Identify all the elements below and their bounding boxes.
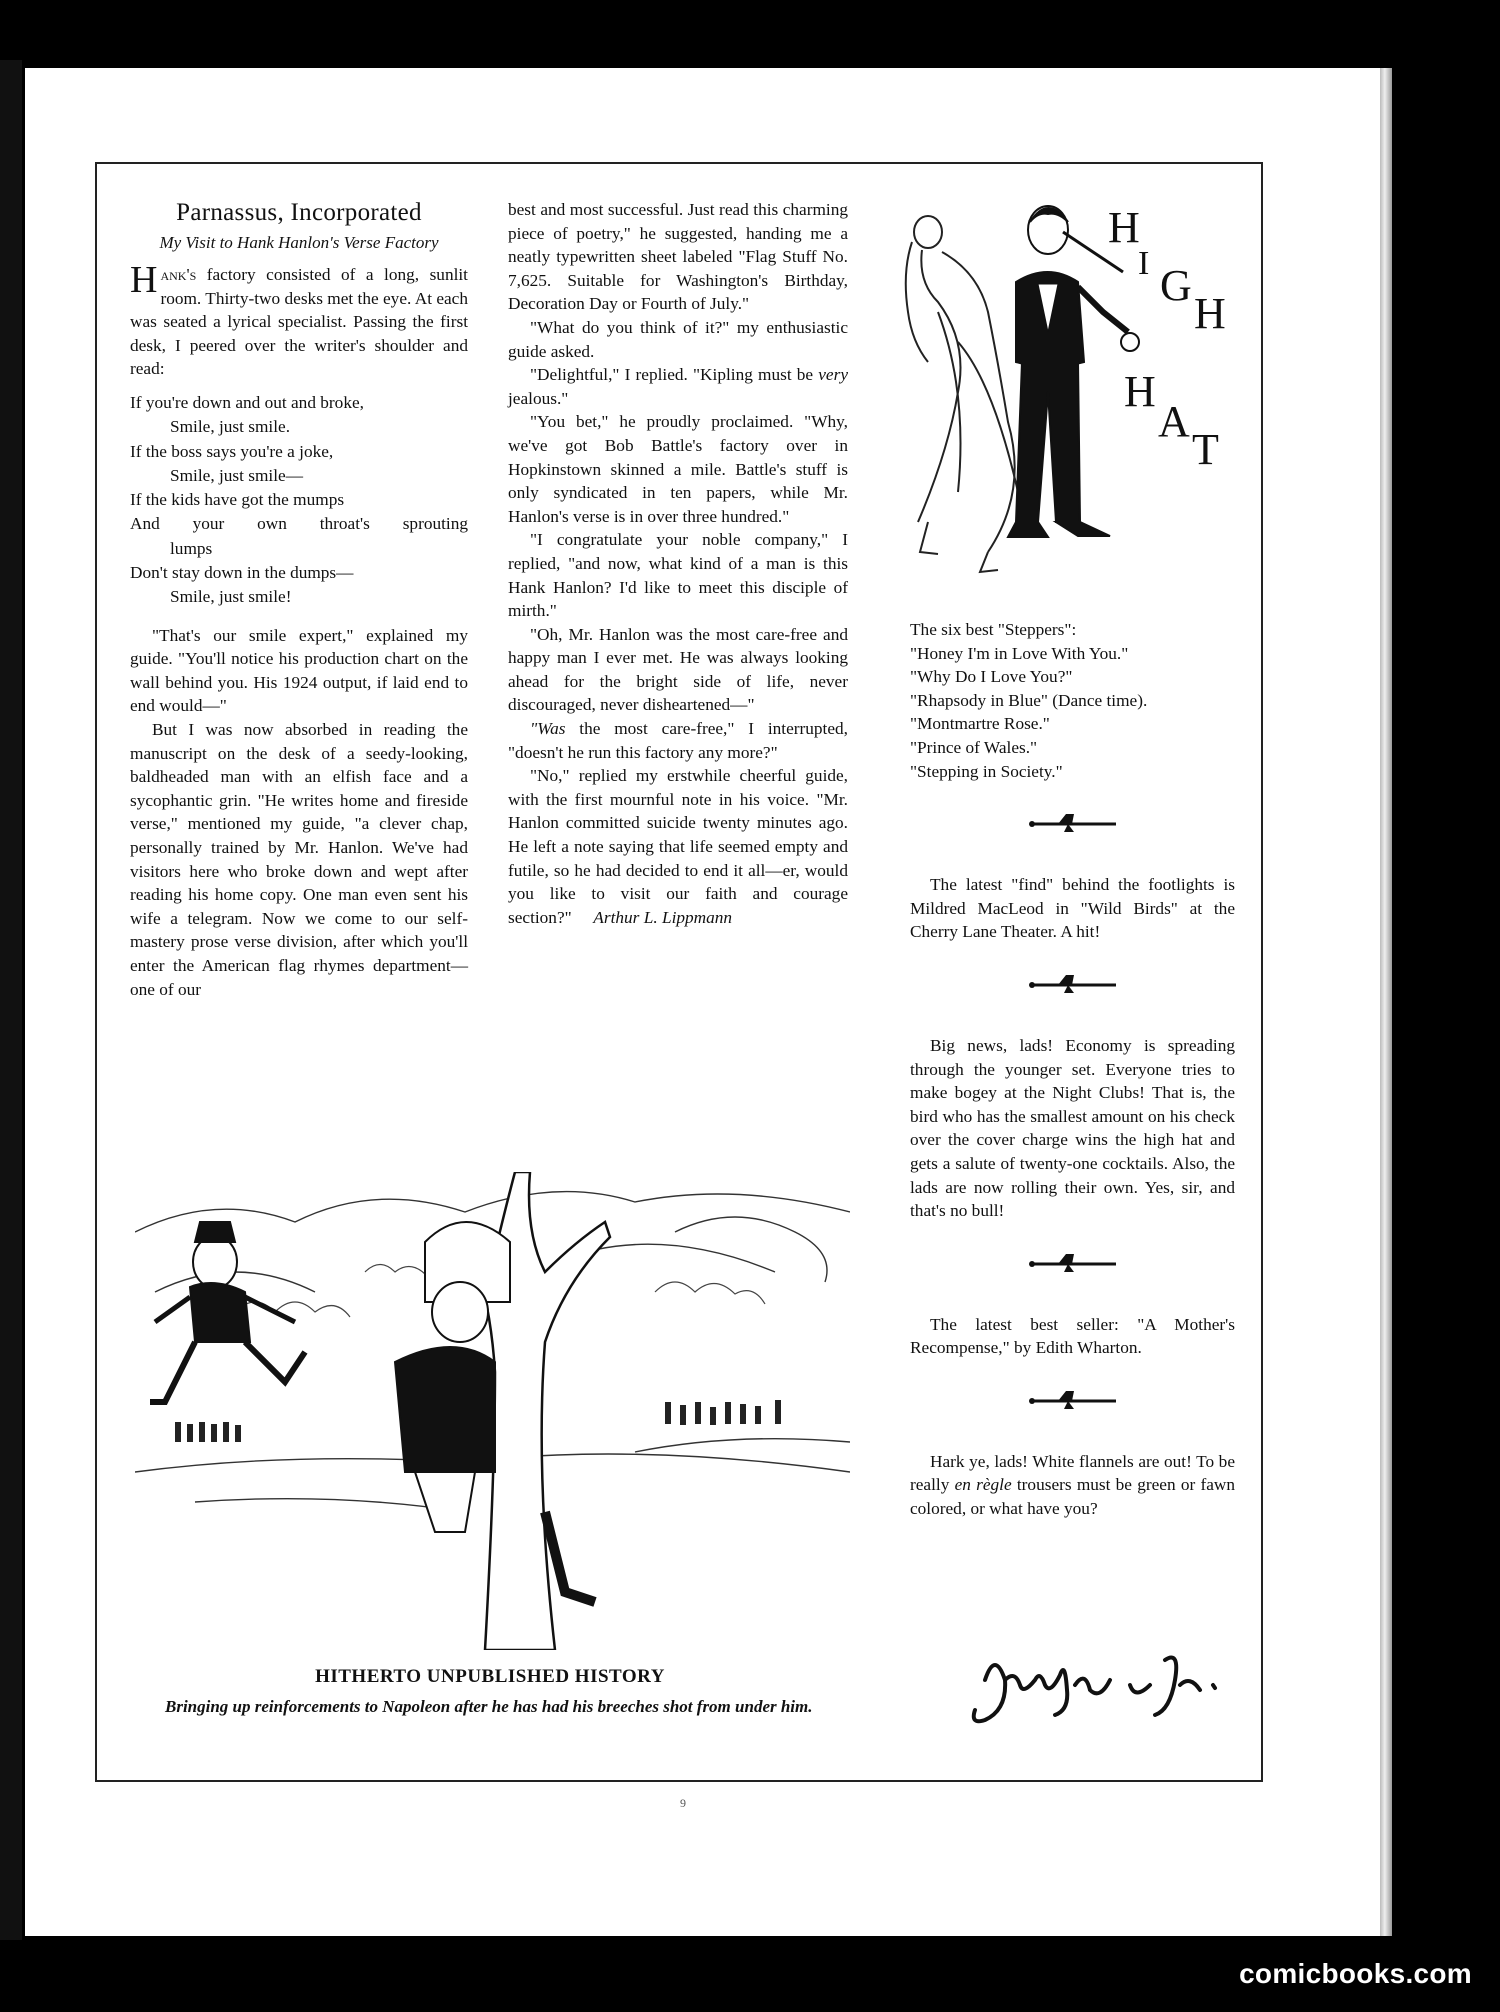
text-run: jealous." <box>508 388 569 408</box>
stepper-item: "Prince of Wales." <box>910 737 1038 757</box>
cane-hat-ornament-icon <box>1028 973 1118 993</box>
heading-letter: T <box>1192 425 1219 474</box>
heading-letter: H <box>1124 367 1156 416</box>
article-paragraph: "Oh, Mr. Hanlon was the most care-free and happy man I ever met. He was always looking ahead for the bright side of life, never discouraged, never disheartened—" <box>508 624 848 715</box>
text-run: Hark ye, lads! White flannels are out! To be really <box>910 1451 1235 1495</box>
text-run: the most care-free," I interrupted, "doesn't he run this factory any more?" <box>508 719 848 762</box>
article-byline: Arthur L. Lippmann <box>593 907 733 927</box>
verse-block <box>130 391 468 610</box>
emphasis-text: very <box>818 365 848 385</box>
napoleon-cartoon <box>135 1172 850 1650</box>
steppers-list <box>910 618 1235 783</box>
article-paragraph: But I was now absorbed in reading the manuscript on the desk of a seedy-looking, baldheaded man with an elfish face and a sycophantic grin. "He writes home and fireside verse," mentioned my guide, "a clever chap, personally trained by Mr. Hanlon. We've had visitors here who broke down and wept after reading his home copy. One man even sent his wife a telegram. Now we come to our self-mastery prose verse division, after which you'll enter the American flag rhymes department—one of our <box>130 720 468 999</box>
article-column-1 <box>130 198 468 1001</box>
article-paragraph <box>508 717 848 764</box>
article-paragraph: "You bet," he proudly proclaimed. "Why, we've got Bob Battle's factory over in Hopkinstown skinned a mile. Battle's stuff is only syndicated in ten papers, while Mr. Hanlon's verse is in over three hundred." <box>508 412 848 526</box>
article-paragraph: best and most successful. Just read this charming piece of poetry," he suggested, handing me a neatly typewritten sheet labeled "Flag Stuff No. 7,625. Suitable for Washington's Birthday, Decoration Day or Fourth of July." <box>508 200 848 314</box>
high-hat-column <box>910 618 1235 1521</box>
article-opening-paragraph <box>130 259 468 381</box>
emphasis-text: en règle <box>954 1475 1012 1495</box>
stepper-item: "Stepping in Society." <box>910 761 1063 781</box>
cane-divider <box>910 1384 1235 1414</box>
high-hat-illustration <box>898 192 1243 580</box>
verse-line: lumps <box>170 538 213 558</box>
verse-line: Smile, just smile! <box>170 587 292 607</box>
article-paragraph <box>508 764 848 929</box>
verse-line: If the boss says you're a joke, <box>130 441 334 461</box>
judge-jr-signature <box>965 1640 1235 1730</box>
text-run: trousers must be green or fawn colored, or what have you? <box>910 1475 1235 1519</box>
opening-text: factory consisted of a long, sunlit room. Thirty-two desks met the eye. At each was seated a lyrical specialist. Passing the first desk, I peered over the writer's shoulder and read: <box>130 265 468 379</box>
cane-hat-ornament-icon <box>1028 812 1118 832</box>
article-paragraph: "That's our smile expert," explained my guide. "You'll notice his production chart on the wall behind you. His 1924 output, if laid end to end would—" <box>130 625 468 716</box>
steppers-intro: The six best "Steppers": <box>910 620 1077 639</box>
article-title: Parnassus, Incorporated <box>176 199 422 226</box>
column-item: The latest "find" behind the footlights is Mildred MacLeod in "Wild Birds" at the Cherry Lane Theater. A hit! <box>910 875 1235 942</box>
article-paragraph <box>508 363 848 410</box>
heading-letter: H <box>1108 203 1140 252</box>
text-run: "Delightful," I replied. "Kipling must be <box>530 365 819 385</box>
cane-divider <box>910 968 1235 998</box>
cane-hat-ornament-icon <box>1028 1389 1118 1409</box>
article-paragraph: "What do you think of it?" my enthusiastic guide asked. <box>508 317 848 361</box>
verse-line: And your own throat's sprouting <box>130 514 468 534</box>
opening-word: Hank's <box>130 259 197 301</box>
article-paragraph: "I congratulate your noble company," I replied, "and now, what kind of a man is this Hank Hanlon? I'd like to meet this disciple of mirth." <box>508 530 848 621</box>
heading-letter: G <box>1160 261 1192 310</box>
column-item: Big news, lads! Economy is spreading through the younger set. Everyone tries to make bogey at the Night Clubs! That is, the bird who has the smallest amount on his check over the cover charge wins the high hat and gets a salute of twenty-one cocktails. Also, the lads are now rolling their own. Yes, sir, and that's no bull! <box>910 1035 1235 1221</box>
stepper-item: "Why Do I Love You?" <box>910 667 1073 687</box>
heading-letter: A <box>1158 397 1190 446</box>
cane-hat-ornament-icon <box>1028 1252 1118 1272</box>
page-number: 9 <box>680 1796 686 1810</box>
verse-line: If you're down and out and broke, <box>130 392 364 412</box>
left-page-edge <box>0 60 22 1940</box>
watermark: comicbooks.com <box>1239 1958 1472 1989</box>
page-edge-shadow <box>1380 68 1392 1936</box>
verse-line: If the kids have got the mumps <box>130 490 345 510</box>
stepper-item: "Honey I'm in Love With You." <box>910 643 1129 663</box>
verse-line: Don't stay down in the dumps— <box>130 563 354 583</box>
emphasis-text: "Was <box>530 719 566 739</box>
cartoon-caption: Bringing up reinforcements to Napoleon after he has had his breeches shot from under him. <box>165 1697 813 1716</box>
verse-line: Smile, just smile. <box>170 417 291 437</box>
cane-divider <box>910 1247 1235 1277</box>
heading-letter: I <box>1138 245 1150 282</box>
heading-letter: H <box>1194 289 1226 338</box>
stepper-item: "Montmartre Rose." <box>910 714 1050 734</box>
column-item <box>910 1450 1235 1521</box>
article-subtitle: My Visit to Hank Hanlon's Verse Factory <box>159 233 439 252</box>
text-run: "No," replied my erstwhile cheerful guide, with the first mournful note in his voice. "Mr. Hanlon committed suicide twenty minutes ago. He left a note saying that life seemed empty and futile, so he had decided to end it all—er, would you like to visit our faith and courage section?" <box>508 766 848 927</box>
stepper-item: "Rhapsody in Blue" (Dance time). <box>910 690 1148 710</box>
column-item: The latest best seller: "A Mother's Recompense," by Edith Wharton. <box>910 1314 1235 1358</box>
cartoon-title: HITHERTO UNPUBLISHED HISTORY <box>315 1666 665 1687</box>
verse-line: Smile, just smile— <box>170 465 303 485</box>
article-column-2 <box>508 198 848 929</box>
cane-divider <box>910 807 1235 837</box>
